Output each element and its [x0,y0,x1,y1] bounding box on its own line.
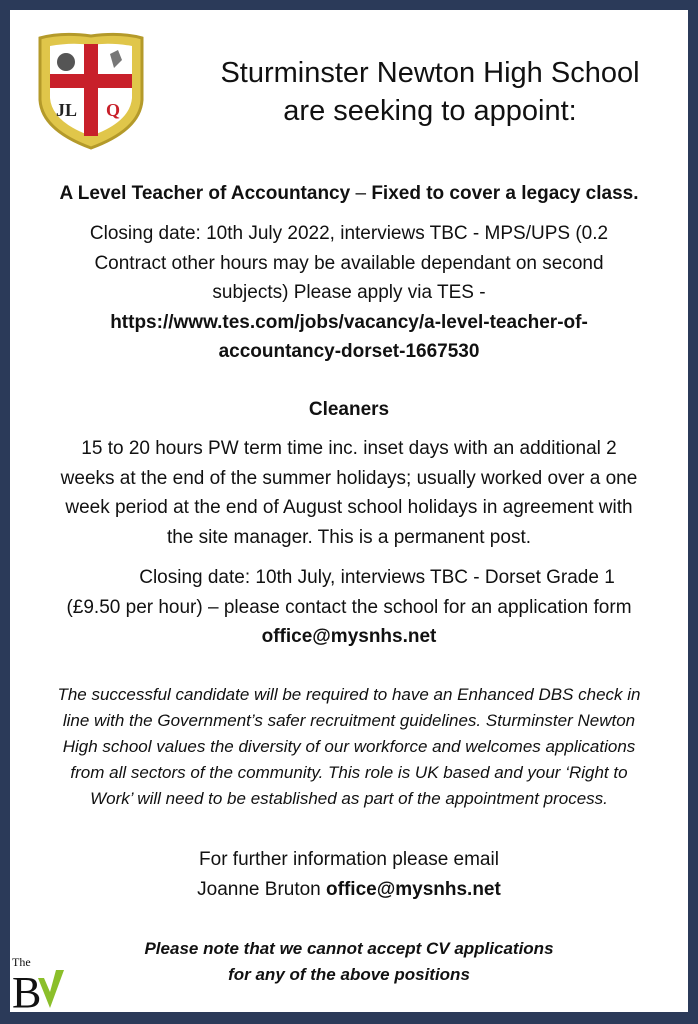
job2-closing-2: (£9.50 per hour) – please contact the school for an application form [66,596,632,618]
job1-line-1: Closing date: 10th July 2022, interviews TBC - MPS/UPS (0.2 [89,223,609,244]
job1-title [20,183,678,205]
contact-name: Joanne Bruton [197,878,327,900]
job1-url-2[interactable]: accountancy-dorset-1667530 [218,341,480,362]
job2-line-2: weeks at the end of the summer holidays; usually worked over a one [60,467,638,489]
advert-card [10,10,688,1012]
job2-closing-1: Closing date: 10th July, interviews TBC - Dorset Grade 1 [139,567,615,588]
contact-email[interactable]: office@mysnhs.net [326,878,501,900]
notice-line-5: Work’ will need to be established as part of the appointment process. [90,789,608,808]
job2-details [20,434,678,552]
job1-title-main: A Level Teacher of Accountancy [59,183,351,204]
title-line-1: Sturminster Newton High School [220,57,640,89]
job2-email[interactable]: office@mysnhs.net [261,626,437,647]
school-crest-icon [32,30,150,152]
the-bv-logo-icon [10,952,68,1012]
job2-line-4: the site manager. This is a permanent post. [166,526,531,548]
contact-line-1: For further information please email [199,849,499,870]
crest-letters-left: JL [56,100,78,120]
job2-line-1: 15 to 20 hours PW term time inc. inset days with an additional 2 [81,438,617,459]
logo-b-letter: B [12,968,42,1012]
title-line-2: are seeking to appoint: [283,95,577,127]
cv-notice-line-2: for any of the above positions [228,965,470,984]
dbs-notice [20,682,678,812]
contact-info [20,845,678,904]
notice-line-2: line with the Government’s safer recruitment guidelines. Sturminster Newton [62,711,636,730]
page-title [180,54,680,130]
cv-notice [20,936,678,988]
job1-line-3: subjects) Please apply via TES - [212,282,486,303]
crest-letters-right: Q [106,100,121,120]
logo-the-text: The [12,955,31,969]
job1-title-dash: – [350,183,372,204]
contact-line-2 [20,875,678,905]
notice-line-1: The successful candidate will be required to have an Enhanced DBS check in [57,685,641,704]
job1-title-sub: Fixed to cover a legacy class. [371,183,639,204]
job2-title: Cleaners [308,399,390,420]
job1-line-2: Contract other hours may be available dependant on second [94,252,604,274]
notice-line-3: High school values the diversity of our workforce and welcomes applications [62,737,636,756]
job2-closing [20,563,678,652]
notice-line-4: from all sectors of the community. This role is UK based and your ‘Right to [70,763,628,782]
job1-url-1[interactable]: https://www.tes.com/jobs/vacancy/a-level-teacher-of- [110,311,588,333]
job2-line-3: week period at the end of August school holidays in agreement with [65,497,633,518]
cv-notice-line-1: Please note that we cannot accept CV applications [144,939,554,958]
job1-details [20,219,678,367]
